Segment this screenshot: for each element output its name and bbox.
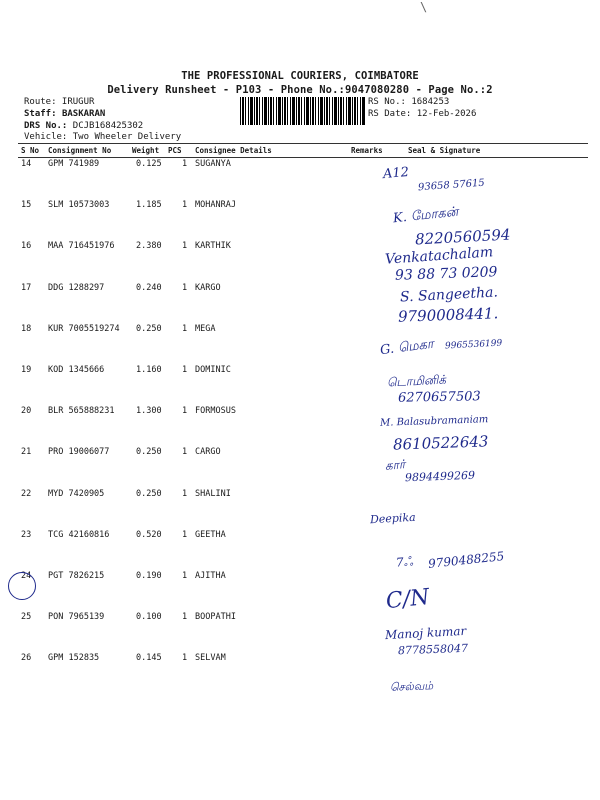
phone-19: 6270657503 bbox=[397, 389, 481, 406]
signature-16: Venkatachalam bbox=[384, 244, 494, 268]
phone-18: 9965536199 bbox=[444, 338, 503, 352]
row-serial: 19 bbox=[21, 365, 32, 375]
table-row bbox=[18, 489, 588, 531]
row-consignee: BOOPATHI bbox=[195, 612, 236, 623]
phone-16: 93 88 73 0209 bbox=[394, 264, 498, 284]
phone-20: 8610522643 bbox=[392, 432, 489, 454]
row-weight: 0.190 bbox=[136, 571, 162, 581]
row-serial: 15 bbox=[21, 200, 32, 211]
row-consignee: KARTHIK bbox=[195, 241, 231, 252]
row-pcs: 1 bbox=[182, 365, 188, 375]
col-weight: Weight bbox=[132, 146, 160, 155]
signature-26: செல்வம் bbox=[389, 679, 434, 694]
pen-mark: \ bbox=[420, 0, 428, 14]
row-weight: 0.250 bbox=[136, 323, 162, 334]
table-row bbox=[18, 365, 588, 407]
col-consignee: Consignee Details bbox=[195, 146, 272, 155]
table-row bbox=[18, 159, 588, 201]
row-serial: 25 bbox=[21, 612, 32, 623]
signature-20: M. Balasubramaniam bbox=[379, 414, 489, 429]
table-row bbox=[18, 612, 588, 654]
barcode bbox=[240, 97, 365, 125]
table-row bbox=[18, 324, 588, 366]
row-consignee: DOMINIC bbox=[195, 365, 231, 375]
phone-25: 8778558047 bbox=[397, 641, 469, 658]
table-row bbox=[18, 653, 588, 695]
staff-value: BASKARAN bbox=[61, 109, 106, 119]
row-consignment: PRO 19006077 bbox=[48, 447, 110, 458]
staff-line bbox=[24, 109, 105, 120]
signature-17: S. Sangeetha. bbox=[399, 284, 499, 306]
row-weight: 0.520 bbox=[136, 529, 162, 540]
row-consignee: SELVAM bbox=[195, 653, 226, 664]
vehicle-label: Vehicle: Two Wheeler Delivery bbox=[24, 132, 182, 142]
row-consignee: KARGO bbox=[195, 282, 221, 293]
row-pcs: 1 bbox=[182, 200, 188, 211]
drs-label: DRS No.: bbox=[24, 121, 68, 131]
row-consignment: GPM 741989 bbox=[48, 159, 100, 169]
signature-14: A12 bbox=[382, 164, 410, 183]
row-pcs: 1 bbox=[182, 159, 188, 169]
table-row bbox=[18, 571, 588, 613]
row-serial: 21 bbox=[21, 447, 32, 458]
row-weight: 1.185 bbox=[136, 200, 162, 211]
row-consignee: MEGA bbox=[195, 323, 216, 334]
row-weight: 1.300 bbox=[136, 406, 162, 417]
header-rule-bottom bbox=[18, 157, 588, 158]
row-consignment: TCG 42160816 bbox=[48, 529, 110, 540]
phone-14: 93658 57615 bbox=[417, 177, 486, 194]
row-weight: 0.125 bbox=[136, 159, 162, 169]
phone-15: 8220560594 bbox=[414, 225, 511, 249]
row-weight: 1.160 bbox=[136, 365, 162, 375]
row-serial: 24 bbox=[21, 571, 32, 581]
row-serial: 14 bbox=[21, 159, 32, 169]
table-row bbox=[18, 283, 588, 325]
phone-23: 9790488255 bbox=[427, 549, 505, 571]
table-header bbox=[18, 146, 588, 156]
phone-21: 9894499269 bbox=[404, 468, 476, 485]
row-consignee: CARGO bbox=[195, 447, 221, 458]
col-seal: Seal & Signature bbox=[408, 146, 481, 155]
table-row bbox=[18, 241, 588, 283]
row-weight: 2.380 bbox=[136, 241, 162, 252]
row-consignee: FORMOSUS bbox=[195, 406, 236, 417]
table-row bbox=[18, 447, 588, 489]
row-consignment: SLM 10573003 bbox=[48, 200, 110, 211]
row-serial: 22 bbox=[21, 488, 32, 499]
row-consignment: KOD 1345666 bbox=[48, 365, 105, 375]
signature-24: C/N bbox=[384, 584, 431, 615]
circled-serial-mark bbox=[8, 572, 36, 600]
row-pcs: 1 bbox=[182, 323, 188, 334]
row-serial: 26 bbox=[21, 653, 32, 664]
header-rule-top bbox=[18, 143, 588, 144]
row-weight: 0.250 bbox=[136, 488, 162, 499]
signature-21: கார் bbox=[384, 457, 406, 473]
row-consignee: SUGANYA bbox=[195, 159, 231, 169]
col-remarks: Remarks bbox=[351, 146, 383, 155]
row-pcs: 1 bbox=[182, 529, 188, 540]
row-weight: 0.240 bbox=[136, 282, 162, 293]
signature-18: G. மெகா bbox=[379, 336, 435, 359]
col-consignment: Consignment No bbox=[48, 146, 112, 155]
row-pcs: 1 bbox=[182, 488, 188, 499]
rs-number: RS No.: 1684253 bbox=[368, 97, 450, 107]
row-pcs: 1 bbox=[182, 653, 188, 664]
phone-17: 9790008441. bbox=[397, 304, 499, 326]
signature-25: Manoj kumar bbox=[384, 623, 467, 643]
row-consignment: PGT 7826215 bbox=[48, 571, 105, 581]
row-consignment: KUR 7005519274 bbox=[48, 323, 120, 334]
row-pcs: 1 bbox=[182, 406, 188, 417]
drs-value: DCJB168425302 bbox=[72, 121, 144, 131]
row-serial: 18 bbox=[21, 323, 32, 334]
signature-22: Deepika bbox=[369, 510, 416, 527]
row-serial: 20 bbox=[21, 406, 32, 417]
row-pcs: 1 bbox=[182, 447, 188, 458]
row-consignee: SHALINI bbox=[195, 488, 231, 499]
row-consignment: MAA 716451976 bbox=[48, 241, 115, 252]
row-weight: 0.145 bbox=[136, 653, 162, 664]
row-serial: 16 bbox=[21, 241, 32, 252]
rs-date: RS Date: 12-Feb-2026 bbox=[368, 109, 477, 119]
row-pcs: 1 bbox=[182, 612, 188, 623]
row-consignment: MYD 7420905 bbox=[48, 488, 105, 499]
signature-19: டொமினிக் bbox=[386, 372, 447, 390]
row-consignee: MOHANRAJ bbox=[195, 200, 236, 211]
route-label: Route: IRUGUR bbox=[24, 97, 95, 107]
runsheet-subtitle: Delivery Runsheet - P103 - Phone No.:9047080280 - Page No.:2 bbox=[107, 84, 493, 96]
row-weight: 0.250 bbox=[136, 447, 162, 458]
row-consignment: BLR 565888231 bbox=[48, 406, 115, 417]
col-sno: S No bbox=[21, 146, 40, 155]
row-serial: 17 bbox=[21, 282, 32, 293]
row-serial: 23 bbox=[21, 529, 32, 540]
row-weight: 0.100 bbox=[136, 612, 162, 623]
signature-15: K. மோகன் bbox=[392, 204, 459, 227]
row-pcs: 1 bbox=[182, 282, 188, 293]
staff-label: Staff: bbox=[24, 109, 57, 119]
row-pcs: 1 bbox=[182, 571, 188, 581]
company-title: THE PROFESSIONAL COURIERS, COIMBATORE bbox=[181, 70, 419, 82]
row-pcs: 1 bbox=[182, 241, 188, 252]
drs-line bbox=[24, 121, 143, 132]
table-row bbox=[18, 406, 588, 448]
row-consignee: GEETHA bbox=[195, 529, 226, 540]
row-consignee: AJITHA bbox=[195, 571, 226, 581]
row-consignment: DDG 1288297 bbox=[48, 282, 105, 293]
row-consignment: PON 7965139 bbox=[48, 612, 105, 623]
signature-23: 7ஃ bbox=[395, 554, 414, 570]
row-consignment: GPM 152835 bbox=[48, 653, 100, 664]
col-pcs: PCS bbox=[168, 146, 182, 155]
